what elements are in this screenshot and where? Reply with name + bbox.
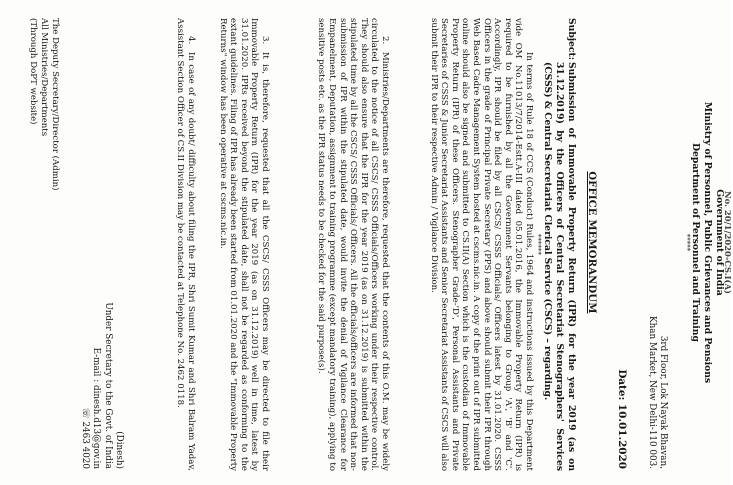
- subject-stars: ******: [534, 234, 542, 255]
- signature-block: [78, 302, 124, 469]
- file-number: No. 20/1/2020-CS.I(A): [723, 191, 733, 294]
- paragraph-1-text: In terms of Rule 18 of CCS (Conduct) Rules, 1964 and instructions issued by this Department vide OM No.11013/7/2014-Estt.A-III dated 05.01.2016, the Immovable Property Return (IPR) is required to be furnished by all the Government Servants belonging to Group 'A', 'B' and 'C'. Accordingly, IPR should be filed by all CSCS/ CSSS Officials/ Officers latest by 31.01.2020. CSSS Officers in the grade of Principal Private Secretary (PPS) and above should submit their IPR through Web Based Cadre Management System hosted at cscms.nic.in. A copy of the print out of IPR submitted online should also be signed and submitted to CS.II(A) Section which is the custodian of Immovable Property Return (IPR) of these Officers. Stenographer Grade-'D', Personal Assistants and Private Secretaries of CSSS & Junior Secretariat Assistants and Senior Secretariat Assistants of CSCS will also submit their IPR to their respective Admin / Vigilance Division.: [428, 18, 534, 471]
- subject-text: Submission of Immovable Property Return (IPR) for the year 2019 (as on 31.12.2019) by the Officers of Central Secretariat Stenographers' Services (CSSS) & Central Secretariat Clerical Service (CSCS) – regarding.: [542, 62, 577, 471]
- paragraph-1: [428, 18, 534, 471]
- signatory-email: E-mail : dinesh.d13@gov.in: [91, 347, 102, 469]
- letterhead: [683, 0, 733, 485]
- ministry-line: Ministry of Personnel, Public Grievances and Pensions: [702, 101, 714, 384]
- recipient-line-1: The Deputy Secretary/Director (Admin): [50, 18, 60, 191]
- signatory-phone: ☏ 2463 4020: [79, 407, 90, 469]
- address-line-2: Khan Market, New Delhi-110 003.: [646, 316, 657, 469]
- paragraph-3-number: 3.: [260, 36, 270, 45]
- recipient-block: [28, 18, 60, 191]
- paragraph-2-number: 2.: [380, 36, 390, 45]
- paragraph-2: [316, 18, 390, 471]
- header-stars: *****: [682, 233, 691, 252]
- paragraph-2-text: Ministries/Departments are therefore, requested that the contents of this O.M. may be widely circulated to the notice of all CSCS/ CSSS Officials/Officers working under their respective control. They should also ensure that the IPR for the year 2019 (as on 31.12.2019) is submitted within the stipulated time by all the CSCS/ CSSS Officials/ Officers. All the officials/officers are informed that non-submission of IPR within the stipulated date, would invite the denial of Vigilance Clearance for Empanelment, Deputation, assignment to training programme (except mandatory training), applying to sensitive posts etc. as the IPR status needs to be checked for the said purpose(s).: [316, 18, 390, 471]
- memo-date: Date: 10.01.2020: [616, 369, 628, 469]
- paragraph-3-text: It is, therefore, requested that all the CSCS/ CSSS Officers may be directed to file their Immovable Property Return (IPR) for the year 2019 (as on 31.12.2019) well in time, latest by 31.01.2020. IPRs received beyond the stipulated date, shall not be regarded as conforming to the extant guidelines. Filing of IPR has already been started from 01.01.2020 and the "Immovable Property Returns" window has been operative at cscms.nic.in.: [217, 18, 270, 471]
- paragraph-4-number: 4.: [186, 36, 196, 45]
- subject-block: [534, 18, 577, 471]
- department-line: Department of Personnel and Training: [690, 143, 702, 342]
- signatory-name: (Dinesh): [114, 431, 124, 469]
- subject-label: Subject:: [566, 18, 577, 61]
- paragraph-3: [217, 18, 270, 471]
- address-line-1: 3rd Floor, Lok Nayak Bhavan,: [658, 335, 668, 469]
- memo-title: OFFICE MEMORANDUM: [586, 171, 597, 314]
- government-line: Government of India: [714, 189, 725, 296]
- signatory-designation: Under Secretary to the Govt. of India: [102, 302, 113, 469]
- recipient-line-3: (Through DoPT website): [28, 18, 39, 125]
- paragraph-4-text: In case of any doubt/ difficulty about filing the IPR, Shri Sumit Kumar and Shri Balram Yadav, Assistant Section Officer of CS.II Division may be contacted at Telephone No. 2462 0118.: [175, 18, 196, 471]
- office-address: [645, 299, 668, 469]
- paragraph-4: [175, 18, 196, 471]
- recipient-line-2: All Ministries/Departments: [39, 18, 50, 137]
